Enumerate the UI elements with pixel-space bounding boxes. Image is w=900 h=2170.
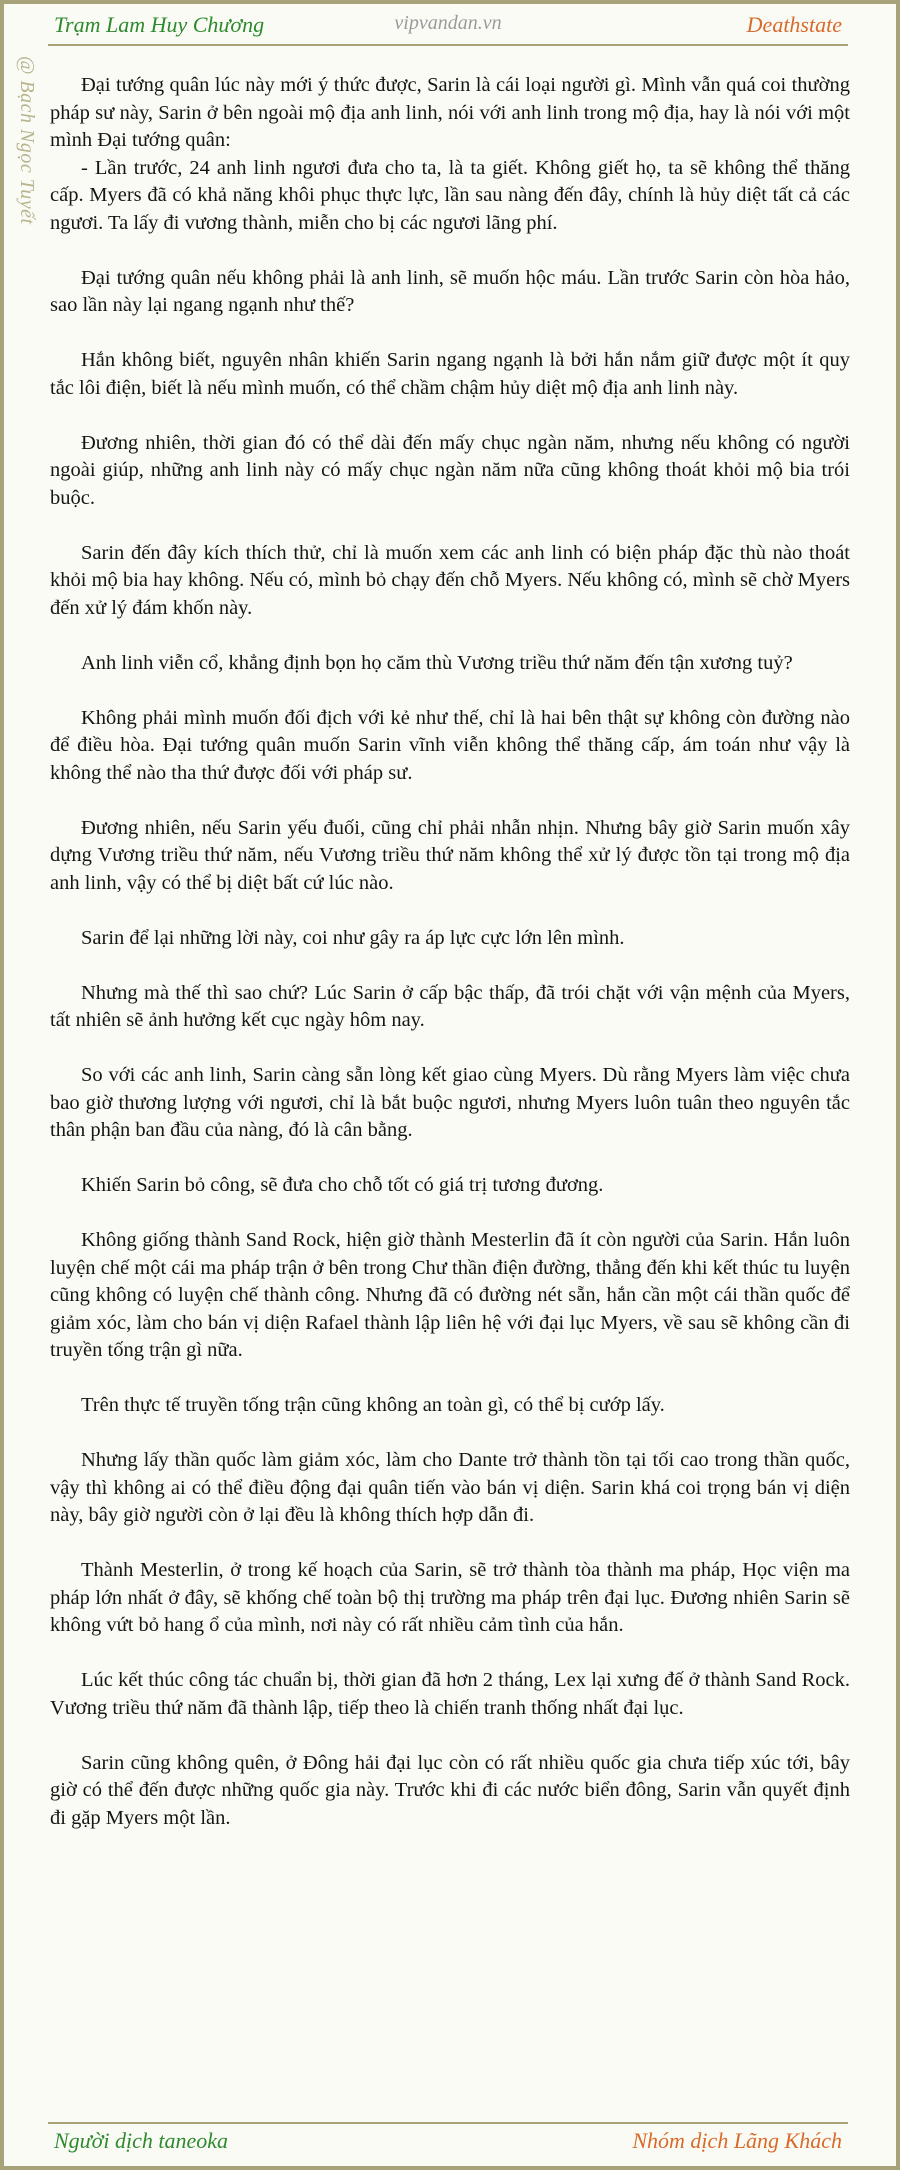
- header-site-name: Trạm Lam Huy Chương: [54, 12, 265, 37]
- footer-divider: [48, 2122, 848, 2124]
- paragraph: Đương nhiên, thời gian đó có thể dài đến mấy chục ngàn năm, nhưng nếu không có người ngoài giúp, những anh linh này có mấy chục ngàn năm nữa cũng không thoát khỏi mộ bia trói buộc.: [50, 431, 850, 509]
- side-watermark: [8, 56, 44, 276]
- footer-translator: Người dịch taneoka: [54, 2128, 229, 2153]
- paragraph: Không phải mình muốn đối địch với kẻ như thế, chỉ là hai bên thật sự không còn đường nào để điều hòa. Đại tướng quân muốn Sarin vĩnh viễn không thể thăng cấp, ám toán như vậy là không thể nào tha thứ được đối với pháp sư.: [50, 706, 850, 784]
- paragraph: Khiến Sarin bỏ công, sẽ đưa cho chỗ tốt có giá trị tương đương.: [81, 1174, 604, 1196]
- paragraph: Không giống thành Sand Rock, hiện giờ thành Mesterlin đã ít còn người của Sarin. Hắn luôn luyện chế một cái ma pháp trận ở bên trong Chư thần điện đường, thẳng đến khi kết thúc tu luyện cũng không có luyện chế thành công. Nhưng đã có đường nét sẵn, hắn cần một cái thần quốc để giảm xóc, làm cho bán vị diện Rafael thành lập liên hệ với đại lục Myers, về sau sẽ không cần đi truyền tống trận gì nữa.: [50, 1229, 850, 1361]
- side-watermark-text: @ Bạch Ngọc Tuyết: [16, 56, 38, 225]
- paragraph: Sarin cũng không quên, ở Đông hải đại lục còn có rất nhiều quốc gia chưa tiếp xúc tới, bây giờ có thể đến được những quốc gia này. Trước khi đi các nước biển đông, Sarin vẫn quyết định đi gặp Myers một lần.: [50, 1751, 850, 1829]
- paragraph: Sarin để lại những lời này, coi như gây ra áp lực cực lớn lên mình.: [81, 926, 625, 949]
- header-divider: [48, 44, 848, 46]
- paragraph: So với các anh linh, Sarin càng sẵn lòng kết giao cùng Myers. Dù rằng Myers làm việc chưa bao giờ thương lượng với ngươi, chỉ là bắt buộc ngươi, nhưng Myers luôn tuân theo nguyên tắc thân phận ban đầu của nàng, đó là cân bằng.: [50, 1064, 850, 1141]
- footer-group: Nhóm dịch Lãng Khách: [632, 2128, 842, 2153]
- chapter-body: [50, 72, 850, 1860]
- paragraph: Đương nhiên, nếu Sarin yếu đuối, cũng chỉ phải nhẫn nhịn. Nhưng bây giờ Sarin muốn xây dựng Vương triều thứ năm, nếu Vương triều thứ năm không thể xử lý được tồn tại trong mộ địa anh linh, vậy có thể bị diệt bất cứ lúc nào.: [50, 816, 850, 894]
- paragraph: Lúc kết thúc công tác chuẩn bị, thời gian đã hơn 2 tháng, Lex lại xưng đế ở thành Sand Rock. Vương triều thứ năm đã thành lập, tiếp theo là chiến tranh thống nhất đại lục.: [50, 1669, 850, 1719]
- paragraph: Nhưng lấy thần quốc làm giảm xóc, làm cho Dante trở thành tồn tại tối cao trong thần quốc, vậy thì không ai có thể điều động đại quân tiến vào bán vị diện. Sarin khá coi trọng bán vị diện này, bây giờ người còn ở lại đều là không thích hợp dẫn đi.: [50, 1449, 850, 1526]
- header-site-url: vipvandan.vn: [394, 12, 502, 34]
- paragraph: Đại tướng quân nếu không phải là anh linh, sẽ muốn hộc máu. Lần trước Sarin còn hòa hảo, sao lần này lại ngang ngạnh như thế?: [50, 266, 850, 316]
- paragraph: Anh linh viễn cổ, khẳng định bọn họ căm thù Vương triều thứ năm đến tận xương tuỷ?: [81, 651, 793, 674]
- paragraph: Hắn không biết, nguyên nhân khiến Sarin ngang ngạnh là bởi hắn nắm giữ được một ít quy tắc lôi điện, biết là nếu mình muốn, có thể chầm chậm hủy diệt mộ địa anh linh này.: [50, 349, 850, 399]
- paragraph: Trên thực tế truyền tống trận cũng không an toàn gì, có thể bị cướp lấy.: [81, 1394, 665, 1416]
- paragraph: Nhưng mà thế thì sao chứ? Lúc Sarin ở cấp bậc thấp, đã trói chặt với vận mệnh của Myers, tất nhiên sẽ ảnh hưởng kết cục ngày hôm nay.: [50, 981, 850, 1031]
- page-header: [48, 8, 848, 42]
- dialogue-paragraph: - Lần trước, 24 anh linh ngươi đưa cho ta, là ta giết. Không giết họ, ta sẽ không thể thăng cấp. Myers đã có khả năng khôi phục thực lực, lần sau nàng đến đây, chính là hủy diệt tất cả các ngươi. Ta lấy đi vương thành, miễn cho bị các ngươi lãng phí.: [50, 156, 850, 234]
- paragraph: Đại tướng quân lúc này mới ý thức được, Sarin là cái loại người gì. Mình vẫn quá coi thường pháp sư này, Sarin ở bên ngoài mộ địa anh linh, nói với anh linh trong mộ địa, hay là nói với một mình Đại tướng quân:: [50, 74, 850, 151]
- header-book-title: Deathstate: [746, 12, 842, 37]
- paragraph: Thành Mesterlin, ở trong kế hoạch của Sarin, sẽ trở thành tòa thành ma pháp, Học viện ma pháp lớn nhất ở đây, sẽ khống chế toàn bộ thị trường ma pháp trên đại lục. Đương nhiên Sarin sẽ không vứt bỏ hang ổ của mình, nơi này có rất nhiều cảm tình của hắn.: [50, 1559, 850, 1636]
- paragraph: Sarin đến đây kích thích thử, chỉ là muốn xem các anh linh có biện pháp đặc thù nào thoát khỏi mộ bia hay không. Nếu có, mình bỏ chạy đến chỗ Myers. Nếu không có, mình sẽ chờ Myers đến xử lý đám khốn này.: [50, 541, 850, 619]
